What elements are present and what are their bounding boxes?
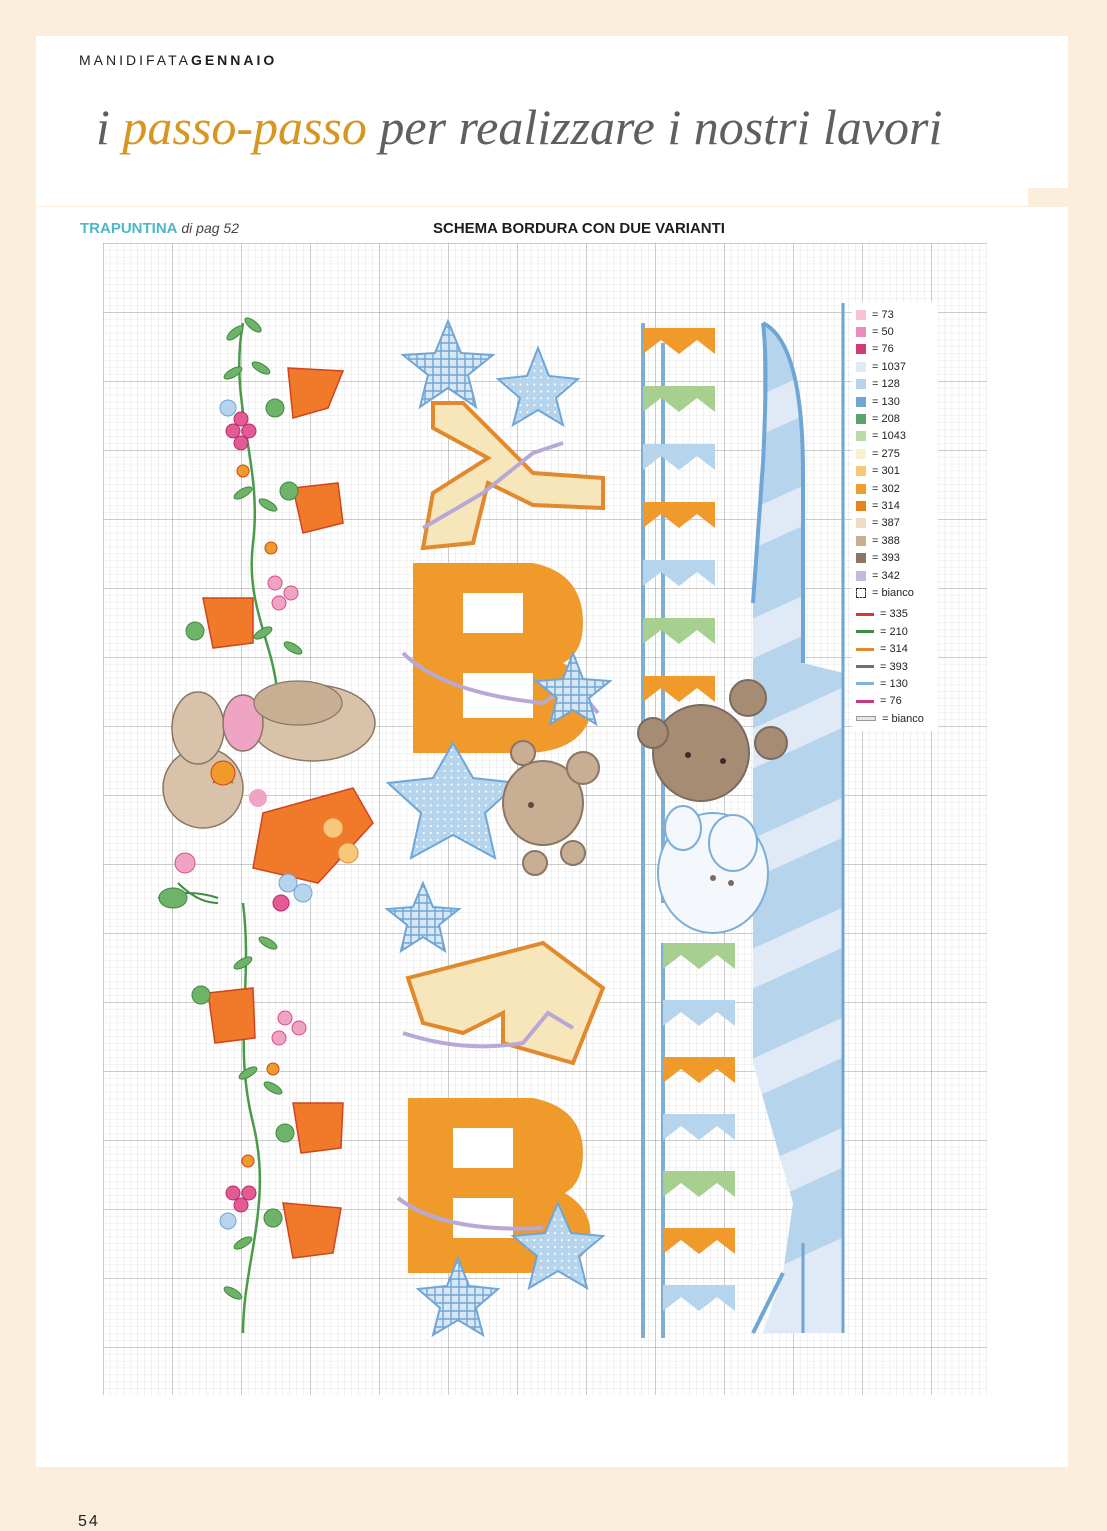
legend-fill-item	[856, 445, 938, 462]
page-number: 54	[78, 1513, 100, 1530]
legend-swatch	[856, 501, 866, 511]
legend-label: = 342	[872, 569, 900, 582]
legend-swatch	[856, 327, 866, 337]
legend-label: = 76	[872, 343, 894, 356]
legend-fill-item	[856, 393, 938, 410]
legend-label: = bianco	[872, 586, 914, 599]
legend-swatch	[856, 466, 866, 476]
legend-label: = 50	[872, 326, 894, 339]
page-headline	[96, 98, 942, 156]
legend-swatch	[856, 588, 866, 598]
legend-label: = 314	[872, 499, 900, 512]
legend-label: = 393	[872, 552, 900, 565]
legend-label: = 314	[880, 643, 908, 656]
headline-prefix: i	[96, 99, 123, 155]
color-legend	[852, 302, 938, 731]
legend-label: = bianco	[882, 712, 924, 725]
headline-highlight: passo-passo	[122, 99, 367, 155]
legend-label: = 130	[872, 395, 900, 408]
legend-label: = 130	[880, 677, 908, 690]
legend-fill-item	[856, 515, 938, 532]
legend-fill-item	[856, 532, 938, 549]
flower-icon	[220, 1213, 236, 1229]
legend-line-swatch	[856, 700, 874, 703]
legend-swatch	[856, 484, 866, 494]
header-strip	[36, 188, 1028, 206]
legend-line-item	[856, 606, 938, 623]
legend-label: = 302	[872, 482, 900, 495]
legend-swatch	[856, 518, 866, 528]
legend-label: = 335	[880, 608, 908, 621]
project-title	[80, 220, 239, 237]
legend-fill-item	[856, 358, 938, 375]
flower-icon	[220, 400, 236, 416]
project-page-ref: di pag 52	[177, 220, 239, 236]
legend-swatch	[856, 397, 866, 407]
legend-label: = 1037	[872, 360, 906, 373]
legend-swatch	[856, 536, 866, 546]
headline-suffix: per realizzare i nostri lavori	[366, 99, 943, 155]
legend-fill-item	[856, 463, 938, 480]
legend-fill-item	[856, 306, 938, 323]
legend-line-item	[856, 693, 938, 710]
legend-swatch	[856, 449, 866, 459]
legend-fill-item	[856, 410, 938, 427]
white-bunny-icon	[658, 806, 768, 933]
legend-fill-item	[856, 567, 938, 584]
legend-swatch	[856, 362, 866, 372]
legend-line-swatch	[856, 630, 874, 633]
legend-line-item	[856, 675, 938, 692]
legend-swatch	[856, 344, 866, 354]
legend-fill-item	[856, 584, 938, 601]
legend-line-swatch	[856, 682, 874, 685]
legend-label: = 210	[880, 625, 908, 638]
legend-line-item	[856, 658, 938, 675]
legend-fill-item	[856, 480, 938, 497]
letter-b	[403, 563, 598, 753]
legend-line-swatch	[856, 716, 876, 721]
legend-fill-item	[856, 549, 938, 566]
legend-swatch	[856, 379, 866, 389]
legend-fill-item	[856, 376, 938, 393]
legend-label: = 275	[872, 447, 900, 460]
legend-label: = 388	[872, 534, 900, 547]
legend-fill-item	[856, 323, 938, 340]
legend-line-item	[856, 640, 938, 657]
legend-line-swatch	[856, 613, 874, 616]
legend-swatch	[856, 553, 866, 563]
legend-label: = 1043	[872, 430, 906, 443]
legend-fill-item	[856, 428, 938, 445]
magazine-name	[79, 52, 277, 68]
legend-label: = 73	[872, 308, 894, 321]
legend-line-item	[856, 623, 938, 640]
legend-line-swatch	[856, 648, 874, 651]
legend-label: = 393	[880, 660, 908, 673]
legend-swatch	[856, 431, 866, 441]
legend-swatch	[856, 414, 866, 424]
legend-fill-item	[856, 341, 938, 358]
project-name: TRAPUNTINA	[80, 220, 178, 237]
legend-fill-item	[856, 497, 938, 514]
legend-line-swatch	[856, 665, 874, 668]
schema-title: SCHEMA BORDURA CON DUE VARIANTI	[433, 220, 725, 237]
legend-label: = 128	[872, 378, 900, 391]
legend-label: = 387	[872, 517, 900, 530]
legend-swatch	[856, 310, 866, 320]
legend-line-item	[856, 710, 938, 727]
legend-label: = 76	[880, 695, 902, 708]
magazine-name-light: MANIDIFATA	[79, 52, 191, 68]
legend-swatch	[856, 571, 866, 581]
legend-label: = 208	[872, 413, 900, 426]
legend-label: = 301	[872, 465, 900, 478]
magazine-name-bold: GENNAIO	[190, 52, 278, 68]
